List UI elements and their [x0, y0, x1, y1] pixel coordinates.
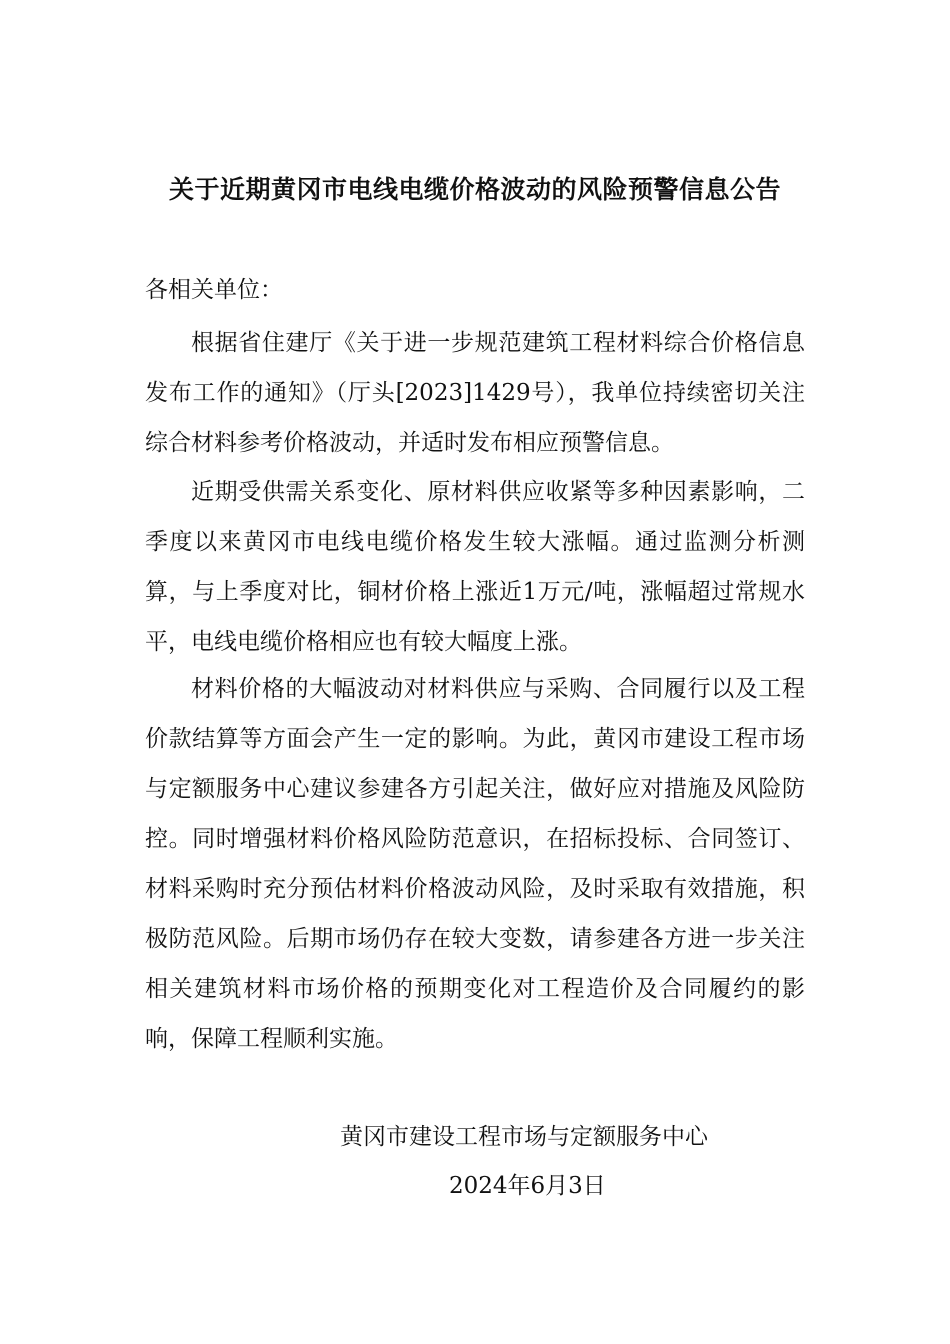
paragraph-price-situation: 近期受供需关系变化、原材料供应收紧等多种因素影响，二季度以来黄冈市电线电缆价格发生较大涨幅。通过监测分析测算，与上季度对比，铜材价格上涨近1万元/吨，涨幅超过常规水平，电线电缆价格相应也有较大幅度上涨。 [145, 479, 805, 655]
issue-date: 2024年6月3日 [449, 1173, 606, 1199]
paragraph-policy-basis: 根据省住建厅《关于进一步规范建筑工程材料综合价格信息发布工作的通知》（厅头[2023]1429号），我单位持续密切关注综合材料参考价格波动，并适时发布相应预警信息。 [145, 330, 805, 456]
issuer-signature: 黄冈市建设工程市场与定额服务中心 [340, 1124, 708, 1150]
paragraph-risk-advice: 材料价格的大幅波动对材料供应与采购、合同履行以及工程价款结算等方面会产生一定的影响。为此，黄冈市建设工程市场与定额服务中心建议参建各方引起关注，做好应对措施及风险防控。同时增强材料价格风险防范意识，在招标投标、合同签订、材料采购时充分预估材料价格波动风险，及时采取有效措施，积极防范风险。后期市场仍存在较大变数，请参建各方进一步关注相关建筑材料市场价格的预期变化对工程造价及合同履约的影响，保障工程顺利实施。 [145, 676, 805, 1052]
document-title: 关于近期黄冈市电线电缆价格波动的风险预警信息公告 [168, 175, 781, 204]
salutation: 各相关单位： [145, 277, 283, 303]
